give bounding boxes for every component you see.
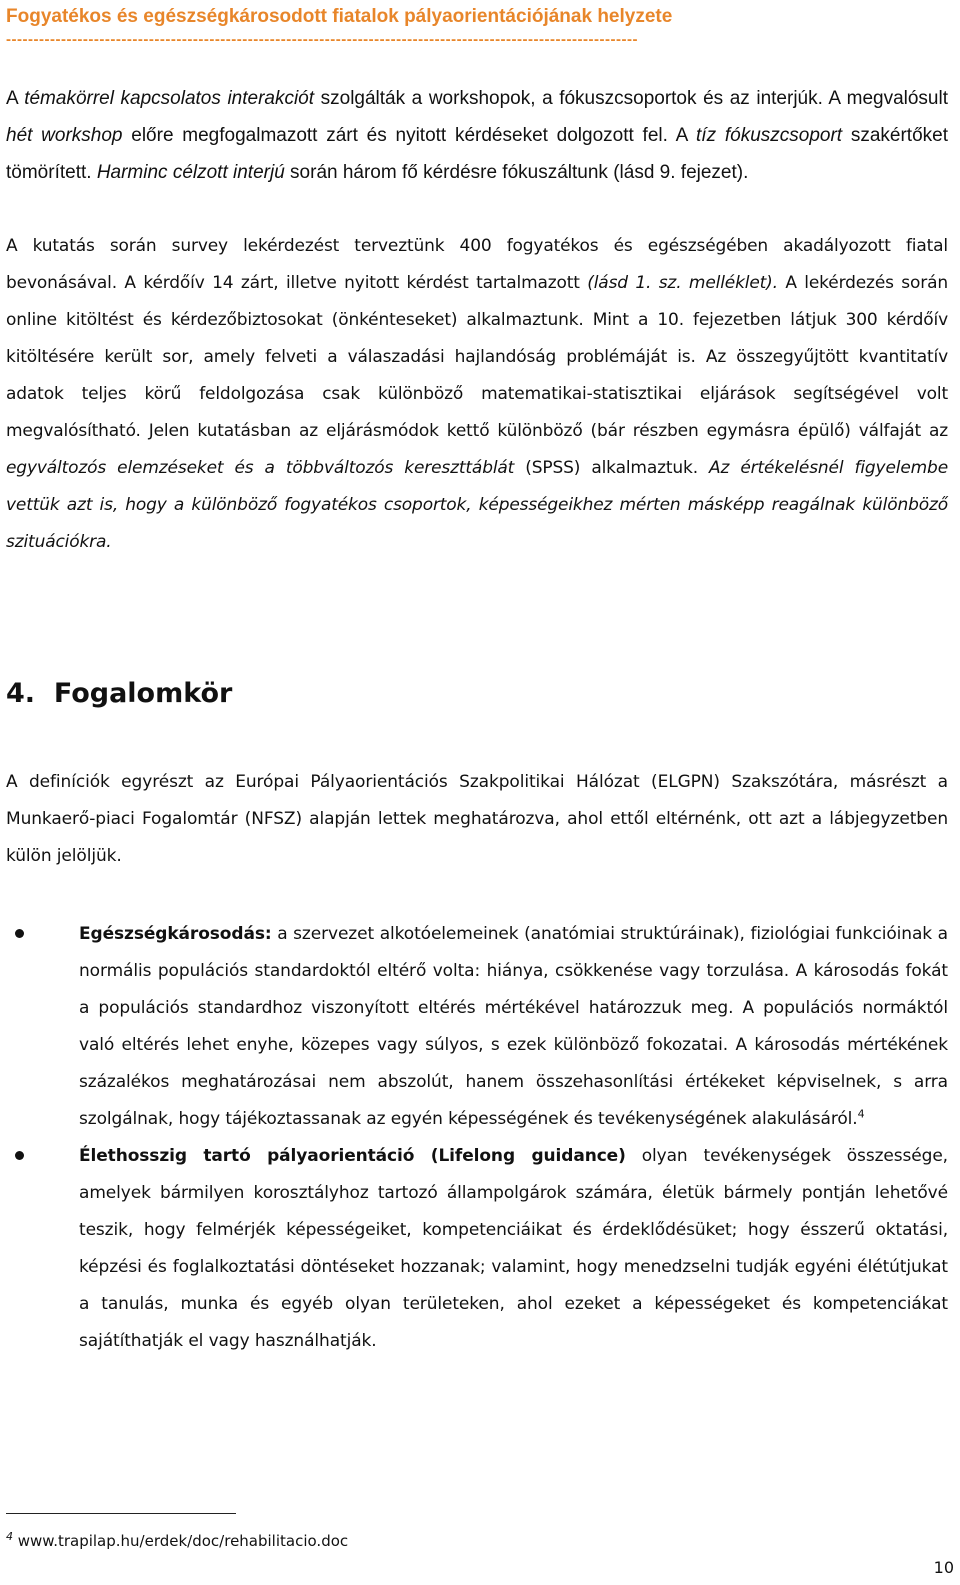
text-run-italic: hét workshop — [6, 125, 123, 146]
paragraph-methods-qualitative — [6, 80, 948, 191]
definition-term: Egészségkárosodás: — [79, 924, 272, 944]
footnote-link[interactable]: www.trapilap.hu/erdek/doc/rehabilitacio.doc — [13, 1532, 349, 1550]
section-title: Fogalomkör — [53, 678, 233, 709]
text-run: A kutatás során survey lekérdezést terveztünk 400 fogyatékos és egészségében akadályozott fiatal bevonásával. A kérdőív 14 zárt, illetve nyitott kérdést tartalmazott — [6, 236, 948, 293]
footnote — [6, 1532, 348, 1550]
section-heading — [6, 678, 232, 709]
paragraph-definitions-intro: A definíciók egyrészt az Európai Pályaorientációs Szakpolitikai Hálózat (ELGPN) Szakszótára, másrészt a Munkaerő-piaci Fogalomtár (NFSZ) alapján lettek meghatározva, ahol ettől eltérnénk, ott azt a lábjegyzetben külön jelöljük. — [6, 772, 948, 866]
definition-text: olyan tevékenységek összessége, amelyek bármilyen korosztályhoz tartozó állampolgárok számára, életük bármely pontján lehetővé teszik, hogy felmérjék képességeiket, kompetenciáikat és érdeklődésüket; hogy ésszerű oktatási, képzési és foglalkoztatási döntéseket hozzanak; valamint, hogy menedzselni tudják egyéni élétútjukat a tanulás, munka és egyéb olyan területeken, ahol ezeket a képességeket és kompetenciákat sajátíthatják el vagy használhatják. — [79, 1146, 948, 1351]
running-header-rule: ------------------------------------------------------------------------------------------------------------------- — [6, 31, 638, 48]
bullet-icon — [15, 929, 24, 938]
text-run-italic: tíz fókuszcsoport — [696, 125, 843, 146]
text-run: A lekérdezés során online kitöltést és kérdezőbiztosokat (önkénteseket) alkalmaztunk. Mint a 10. fejezetben látjuk 300 kérdőív kitöltésére került sor, amely felveti a válaszadási hajlandóság problémáját is. Az összegyűjtött kvantitatív adatok teljes körű feldolgozása csak különböző matematikai-statisztikai eljárások segítségével volt megvalósítható. Jelen kutatásban az eljárásmódok kettő különböző (bár részben egymásra épülő) válfaját az — [6, 273, 948, 441]
text-run-italic: Harminc célzott interjú — [96, 162, 285, 183]
definition-term: Élethosszig tartó pályaorientáció (Lifelong guidance) — [79, 1146, 626, 1166]
definition-item — [6, 916, 948, 1138]
text-run: során három fő kérdésre fókuszáltunk (lásd 9. fejezet). — [284, 162, 749, 183]
page-number: 10 — [933, 1558, 954, 1577]
text-run-italic: egyváltozós elemzéseket és a többváltozós kereszttáblát — [6, 458, 515, 478]
bullet-icon — [15, 1151, 24, 1160]
footnote-marker: 4 — [6, 1530, 13, 1543]
text-run: A — [6, 88, 25, 109]
text-run: előre megfogalmazott zárt és nyitott kérdéseket dolgozott fel. A — [122, 125, 697, 146]
running-header-title: Fogyatékos és egészségkárosodott fiatalok pályaorientációjának helyzete — [6, 6, 673, 27]
section-number: 4. — [6, 678, 36, 709]
text-run-italic: témakörrel kapcsolatos interakciót — [24, 88, 315, 109]
footnote-reference[interactable]: 4 — [857, 1107, 865, 1121]
text-run-italic: (lásd 1. sz. melléklet). — [587, 273, 778, 293]
definition-item — [6, 1138, 948, 1360]
text-run: szolgálták a workshopok, a fókuszcsoportok és az interjúk. A megvalósult — [314, 88, 948, 109]
definition-list — [6, 916, 948, 1360]
text-run: szakértőket tömörített. — [6, 125, 948, 183]
definition-text: a szervezet alkotóelemeinek (anatómiai struktúráinak), fiziológiai funkcióinak a normális populációs standardoktól eltérő volta: hiánya, csökkenése vagy torzulása. A károsodás fokát a populációs standardhoz viszonyított eltérés mértékével határozzuk meg. A populációs normáktól való eltérés lehet enyhe, közepes vagy súlyos, s ezek különböző fokozatai. A károsodás mértékének százalékos meghatározásai nem abszolút, hanem összehasonlítási értékeket képviselnek, s arra szolgálnak, hogy tájékoztassanak az egyén képességének és tevékenységének alakulásáról. — [79, 924, 948, 1129]
footnote-separator — [6, 1513, 236, 1514]
paragraph-methods-survey — [6, 228, 948, 561]
text-run: (SPSS) alkalmaztuk. — [514, 458, 710, 478]
text-run-italic: Az értékelésnél figyelembe vettük azt is, hogy a különböző fogyatékos csoportok, képességeikhez mérten másképp reagálnak különböző szituációkra. — [6, 458, 949, 552]
